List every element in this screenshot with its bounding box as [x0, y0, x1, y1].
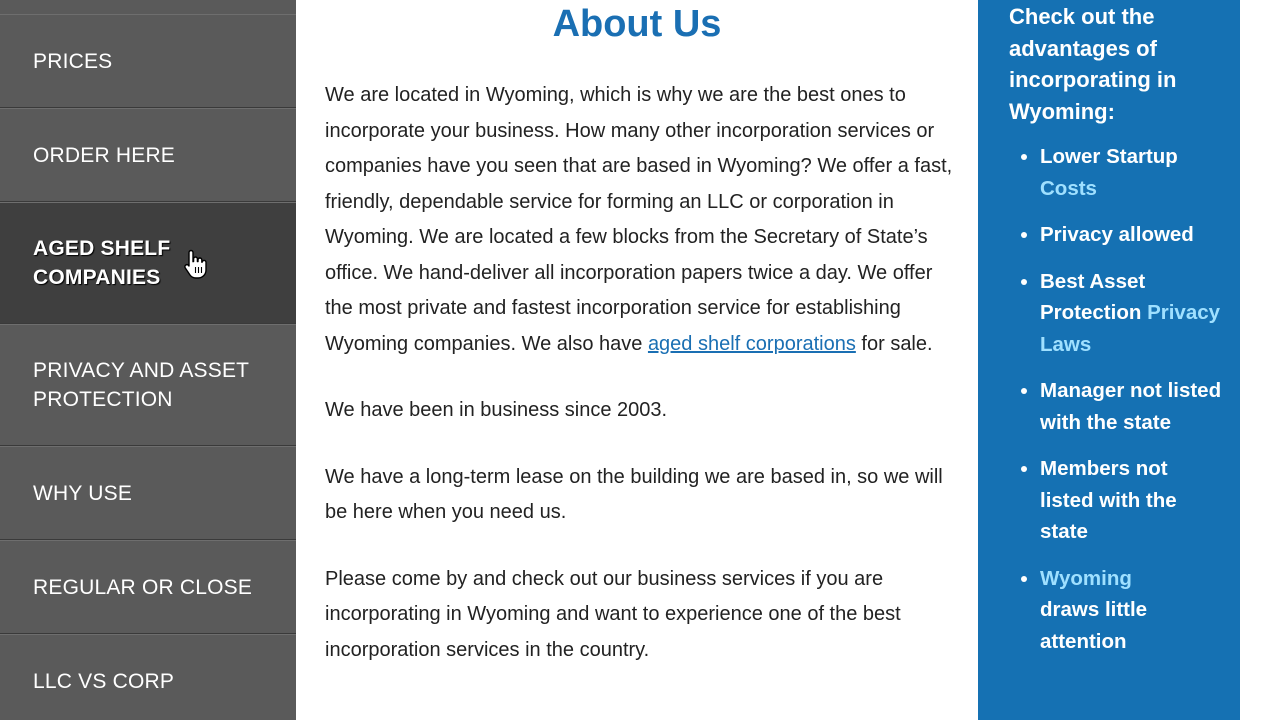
- item-text: Best Asset Protection: [1040, 269, 1148, 324]
- item-text: Members not listed with the state: [1040, 457, 1177, 543]
- about-paragraph-1: [325, 78, 955, 362]
- aged-shelf-corporations-link[interactable]: aged shelf corporations: [647, 332, 856, 355]
- costs-link[interactable]: Costs: [1040, 176, 1097, 200]
- sidebar-item-label: PRICES: [33, 49, 113, 73]
- main-content: [296, 0, 978, 720]
- sidebar-item-prices[interactable]: [0, 14, 296, 108]
- sidebar-item-label: ORDER HERE: [33, 143, 176, 167]
- item-text: draws little attention: [1040, 598, 1148, 653]
- item-text: Manager not listed with the state: [1040, 379, 1222, 434]
- list-item: [1040, 141, 1224, 204]
- item-text: Lower Startup: [1040, 145, 1178, 168]
- sidebar-item-privacy-asset-protection[interactable]: [0, 324, 296, 446]
- paragraph-text: We are located in Wyoming, which is why we are the best ones to incorporate your business. How many other incorporation services or companies have you seen that are based in Wyoming? We offer a fast, friendly, dependable service for forming an LLC or corporation in Wyoming. We are located a few blocks from the Secretary of State’s office. We hand-deliver all incorporation papers twice a day. We offer the most private and fastest incorporation service for establishing Wyoming companies. We also have: [325, 84, 953, 355]
- item-text: Privacy allowed: [1040, 223, 1194, 246]
- about-text: [325, 78, 955, 699]
- sidebar-item-label: WHY USE: [33, 481, 133, 505]
- sidebar-item-label: AGED SHELF COMPANIES: [33, 237, 171, 289]
- about-paragraph-3: We have a long-term lease on the building we are based in, so we will be here when you need us.: [325, 465, 943, 523]
- sidebar-item-regular-or-close[interactable]: [0, 540, 296, 634]
- list-item: [1040, 219, 1224, 251]
- about-paragraph-2: We have been in business since 2003.: [325, 399, 668, 421]
- list-item: [1040, 375, 1224, 438]
- page-title: About Us: [552, 3, 722, 45]
- sidebar-item-label: LLC VS CORP: [33, 669, 175, 693]
- sidebar-item-label: REGULAR OR CLOSE: [33, 575, 253, 599]
- about-paragraph-4: Please come by and check out our business services if you are incorporating in Wyoming and want to experience one of the best incorporation services in the country.: [325, 567, 901, 661]
- page-right-margin: [1240, 0, 1280, 720]
- list-item: [1040, 563, 1224, 658]
- sidebar-item-partial[interactable]: [0, 0, 296, 15]
- sidebar-item-label: PRIVACY AND ASSET PROTECTION: [33, 359, 249, 411]
- privacy-laws-link[interactable]: Privacy Laws: [1040, 301, 1221, 356]
- paragraph-text: for sale.: [855, 332, 933, 355]
- list-item: [1040, 266, 1224, 361]
- advantages-heading: Check out the advantages of incorporating in Wyoming:: [1009, 4, 1177, 124]
- sidebar-item-llc-vs-corp[interactable]: [0, 634, 296, 720]
- sidebar-item-why-use[interactable]: [0, 446, 296, 540]
- list-item: [1040, 453, 1224, 548]
- wyoming-link[interactable]: Wyoming: [1040, 566, 1132, 590]
- sidebar-item-order-here[interactable]: [0, 108, 296, 202]
- advantages-panel: [978, 0, 1240, 720]
- sidebar-item-aged-shelf-companies[interactable]: [0, 202, 296, 324]
- sidebar-nav: [0, 0, 296, 720]
- advantages-list: [1009, 141, 1224, 657]
